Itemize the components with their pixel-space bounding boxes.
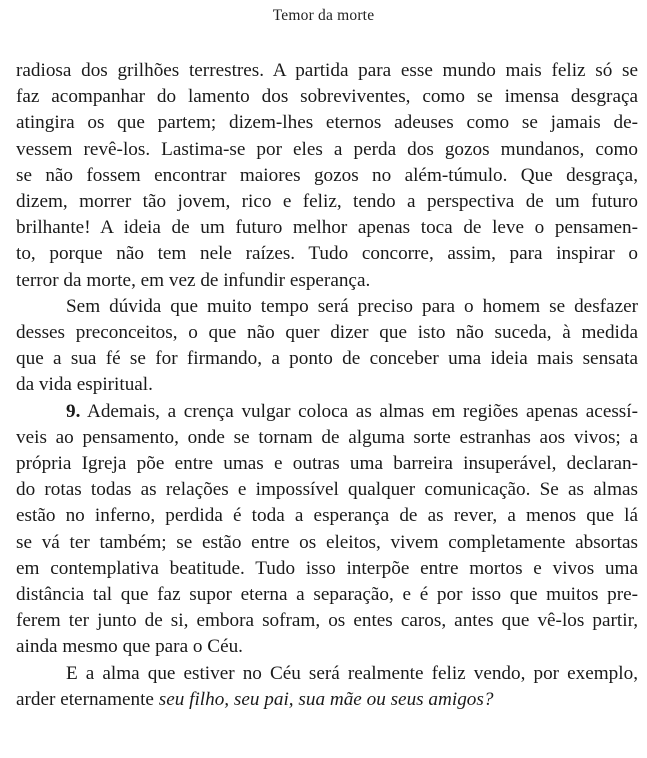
last-line-text: arder eternamente <box>16 688 159 710</box>
text-line: Sem dúvida que muito tempo será preciso para o homem se desfazer <box>66 295 638 317</box>
paragraph-1 <box>16 58 638 294</box>
item-number: 9. <box>66 400 81 422</box>
text-line: dizem, morrer tão jovem, rico e feliz, tendo a perspectiva de um futuro <box>16 191 638 213</box>
text-line: distância tal que faz supor eterna a separação, e é por isso que muitos pre- <box>16 584 638 606</box>
body-text <box>16 58 638 713</box>
text-line: do rotas todas as relações e impossível qualquer comunicação. Se as almas <box>16 479 638 501</box>
paragraph-2 <box>16 294 638 399</box>
running-header: Temor da morte <box>272 7 375 24</box>
paragraph-4 <box>16 661 638 713</box>
text-line: E a alma que estiver no Céu será realmente feliz vendo, por exemplo, <box>66 662 638 684</box>
text-line: se vá ter também; se estão entre os eleitos, vivem completamente absortas <box>16 531 638 553</box>
text-line: vessem revê-los. Lastima-se por eles a perda dos gozos mundanos, como <box>16 138 638 160</box>
text-line: desses preconceitos, o que não quer dizer que isto não suceda, à medida <box>16 322 638 344</box>
text-line: faz acompanhar do lamento dos sobreviventes, como se imensa desgraça <box>16 86 638 108</box>
item-first-line-text: Ademais, a crença vulgar coloca as almas em regiões apenas acessí- <box>80 400 638 422</box>
text-line: se não fossem encontrar maiores gozos no além-túmulo. Que desgraça, <box>16 164 638 186</box>
text-line <box>16 399 638 425</box>
text-line: ferem ter junto de si, embora sofram, os entes caros, antes que vê-los partir, <box>16 610 638 632</box>
text-line: brilhante! A ideia de um futuro melhor apenas toca de leve o pensamen- <box>16 217 638 239</box>
text-line: veis ao pensamento, onde se tornam de alguma sorte estranhas aos vivos; a <box>16 426 638 448</box>
text-line <box>16 687 638 713</box>
text-line: radiosa dos grilhões terrestres. A partida para esse mundo mais feliz só se <box>16 60 638 81</box>
text-line: ainda mesmo que para o Céu. <box>16 636 243 658</box>
text-line: terror da morte, em vez de infundir esperança. <box>16 269 371 291</box>
text-line: em contemplativa beatitude. Tudo isso interpõe entre mortos e vivos uma <box>16 557 638 579</box>
text-line: estão no inferno, perdida é toda a esperança de as rever, a menos que lá <box>16 505 638 527</box>
text-line: atingira os que partem; dizem-lhes eternos adeuses como se jamais de- <box>16 112 638 134</box>
paragraph-3-item-9 <box>16 399 638 661</box>
text-line: to, porque não tem nele raízes. Tudo concorre, assim, para inspirar o <box>16 243 638 265</box>
text-line: própria Igreja põe entre umas e outras uma barreira insuperável, declaran- <box>16 453 638 475</box>
text-line: da vida espiritual. <box>16 374 153 396</box>
text-line: que a sua fé se for firmando, a ponto de conceber uma ideia mais sensata <box>16 348 638 370</box>
italic-phrase: seu filho, seu pai, sua mãe ou seus amigos? <box>158 688 494 710</box>
